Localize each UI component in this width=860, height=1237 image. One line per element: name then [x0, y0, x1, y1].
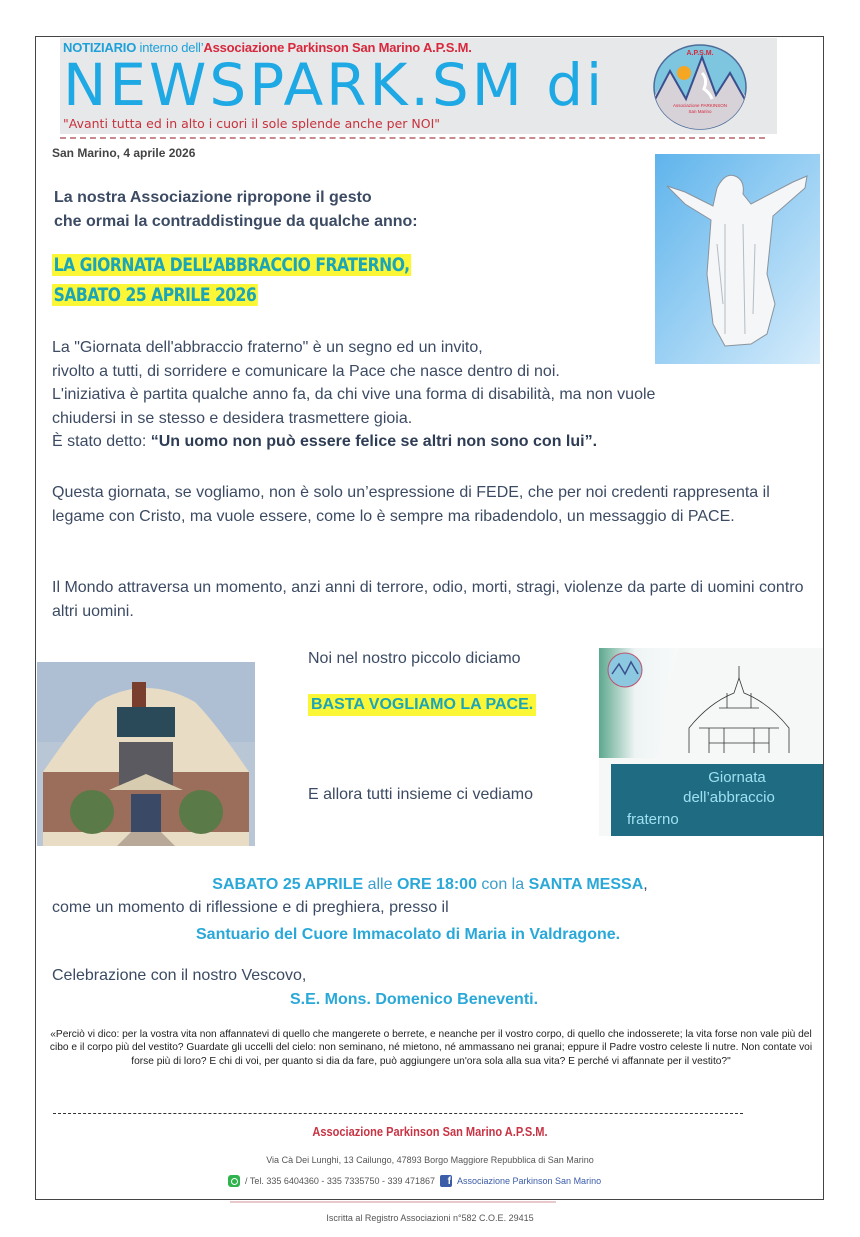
event-time: ORE 18:00	[396, 876, 477, 893]
celebration-text: Celebrazione con il nostro Vescovo,	[52, 967, 307, 984]
newsletter-title: NEWSPARK.SM di	[63, 51, 606, 119]
sanctuary-photo	[37, 662, 255, 846]
gospel-quote: «Perciò vi dico: per la vostra vita non affannatevi di quello che mangerete o berrete, e neanche per il vostro corpo, di quello che indosserete; la vita forse non vale più del cibo e il corpo più del vestito? Guardate gli uccelli del cielo: non seminano, né mietono, né ammassano nei granai; eppure il Padre vostro celeste li nutre. Non contate voi forse più di loro? E chi di voi, per quanto si dia da fare, può aggiungere un'ora sola alla sua vita? E perché vi affannate per il vestito?"	[49, 1029, 813, 1067]
event-date: SABATO 25 APRILE	[212, 876, 364, 893]
svg-text:Giornata: Giornata	[708, 769, 766, 786]
p1-line: chiudersi in se stesso e desidera trasmettere gioia.	[52, 409, 413, 427]
event-time-line: SABATO 25 APRILE alle ORE 18:00 con la SANTA MESSA,	[212, 876, 648, 893]
paragraph-invitation	[52, 336, 655, 454]
intro-text	[54, 186, 418, 234]
p1-saying: È stato detto: “Un uomo non può essere felice se altri non sono con lui”.	[52, 433, 598, 450]
header-divider	[60, 137, 765, 139]
event-location: Santuario del Cuore Immacolato di Maria in Valdragone.	[196, 926, 621, 943]
intro-line-2: che ormai la contraddistingue da qualche anno:	[54, 213, 418, 230]
footer-address: Via Cà Dei Lunghi, 13 Cailungo, 47893 Borgo Maggiore Repubblica di San Marino	[266, 1155, 594, 1165]
peace-slogan: BASTA VOGLIAMO LA PACE.	[308, 694, 536, 716]
footer-contacts	[228, 1175, 601, 1187]
apsm-logo-icon	[650, 43, 750, 131]
event-mass: SANTA MESSA	[528, 876, 644, 893]
middle-text-noi: Noi nel nostro piccolo diciamo	[308, 650, 521, 667]
whatsapp-icon	[228, 1175, 240, 1187]
paragraph-faith: Questa giornata, se vogliamo, non è solo un’espressione di FEDE, che per noi credenti rappresenta il legame con Cristo, ma vuole essere, come lo è sempre ma ribadendolo, un messaggio di PACE.	[52, 484, 770, 525]
intro-line-1: La nostra Associazione ripropone il gesto	[54, 189, 372, 206]
headline-line-1: LA GIORNATA DELL’ABBRACCIO FRATERNO,	[53, 254, 410, 276]
svg-text:fraterno: fraterno	[627, 811, 679, 828]
svg-text:A.P.S.M.: A.P.S.M.	[686, 50, 714, 57]
association-label: Associazione Parkinson San Marino A.P.S.M.	[203, 40, 472, 55]
bishop-name: S.E. Mons. Domenico Beneventi.	[290, 991, 539, 1008]
saying-quote: “Un uomo non può essere felice se altri non sono con lui”.	[150, 433, 598, 450]
facebook-icon: f	[440, 1175, 452, 1187]
registry-info: Iscritta al Registro Associazioni n°582 C.O.E. 29415	[326, 1213, 534, 1223]
event-poster	[599, 648, 823, 836]
headline-line-2: SABATO 25 APRILE 2026	[53, 284, 257, 306]
footer-divider	[53, 1113, 743, 1114]
p1-line: rivolto a tutti, di sorridere e comunicare la Pace che nasce dentro di noi.	[52, 362, 560, 380]
notiziario-label: NOTIZIARIO	[63, 40, 137, 55]
p1-line: L'iniziativa è partita qualche anno fa, da chi vive una forma di disabilità, ma non vuole	[52, 386, 656, 403]
middle-text-allora: E allora tutti insieme ci vediamo	[308, 786, 533, 803]
newsletter-motto: "Avanti tutta ed in alto i cuori il sole splende anche per NOI"	[63, 116, 441, 131]
svg-text:dell’abbraccio: dell’abbraccio	[683, 789, 775, 806]
facebook-link[interactable]: Associazione Parkinson San Marino	[457, 1176, 602, 1186]
christ-statue-image	[655, 154, 820, 364]
footer-pink-rule	[230, 1201, 556, 1203]
svg-text:Associazione PARKINSON: Associazione PARKINSON	[673, 103, 727, 108]
issue-date: San Marino, 4 aprile 2026	[52, 146, 196, 160]
footer-phones: / Tel. 335 6404360 - 335 7335750 - 339 471867	[245, 1176, 435, 1186]
p1-line: La "Giornata dell'abbraccio fraterno" è un segno ed un invito,	[52, 339, 483, 356]
paragraph-world: Il Mondo attraversa un momento, anzi anni di terrore, odio, morti, stragi, violenze da parte di uomini contro altri uomini.	[52, 579, 804, 620]
event-description: come un momento di riflessione e di preghiera, presso il	[52, 899, 449, 916]
footer-association-name: Associazione Parkinson San Marino A.P.S.M.	[312, 1124, 548, 1139]
event-headline	[52, 250, 411, 310]
interno-label: interno dell’	[136, 40, 204, 55]
svg-text:San Marino: San Marino	[688, 109, 712, 114]
